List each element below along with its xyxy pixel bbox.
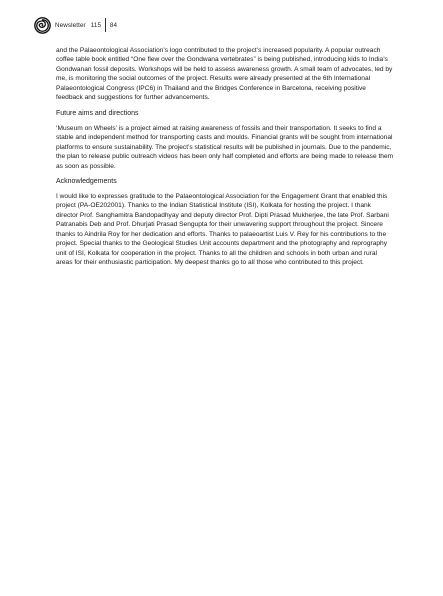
header-divider xyxy=(105,18,106,32)
article-body xyxy=(56,46,394,268)
issue-number: 115 xyxy=(90,21,102,29)
ammonite-logo-icon xyxy=(34,17,51,34)
future-aims-heading: Future aims and directions xyxy=(56,109,139,117)
intro-paragraph: and the Palaeontological Association’s logo contributed to the project’s increased popularity. A popular outreach coffee table book entitled “One flew over the Gondwana vertebrates” is being published, introducing kids to India’s Gondwanan fossil deposits. Workshops will be held to assess awareness growth. A small team of advocates, led by me, is monitoring the social outcomes of the project. Results were already presented at the 6th International Palaeontological Congress (IPC6) in Thailand and the Bridges Conference in Barcelona, receiving positive feedback and suggestions for further advancements. xyxy=(56,47,393,102)
future-aims-paragraph: ‘Museum on Wheels’ is a project aimed at raising awareness of fossils and their transportation. It seeks to find a stable and independent method for transporting casts and moulds. Financial grants will be sought from international platforms to ensure sustainability. The project’s statistical results will be published in journals. Due to the pandemic, the plan to release public outreach videos has been only half completed and efforts are being made to release them as soon as possible. xyxy=(56,124,394,170)
publication-name: Newsletter xyxy=(55,21,86,29)
acknowledgements-heading: Acknowledgements xyxy=(56,177,117,185)
acknowledgements-paragraph: I would like to expresses gratitude to the Palaeontological Association for the Engagement Grant that enabled this project (PA-OE202001). Thanks to the Indian Statistical Institute (ISI), Kolkata for hosting the project. I thank director Prof. Sanghamitra Bandopadhyay and deputy director Prof. Dipti Prasad Mukherjee, the late Prof. Sarbani Patranabis Deb and Prof. Dhurjati Prasad Sengupta for their unwavering support throughout the project. Sincere thanks to Aindrila Roy for her dedication and efforts. Thanks to palaeoartist Luis V. Rey for his contributions to the project. Special thanks to the Geological Studies Unit accounts department and the photography and reprography unit of ISI, Kolkata for cooperation in the project. Thanks to all the children and schools in both urban and rural areas for their enthusiastic participation. My deepest thanks go to all those who contributed to this project. xyxy=(56,192,389,267)
page-number: 84 xyxy=(109,21,118,29)
page-header xyxy=(34,16,117,34)
